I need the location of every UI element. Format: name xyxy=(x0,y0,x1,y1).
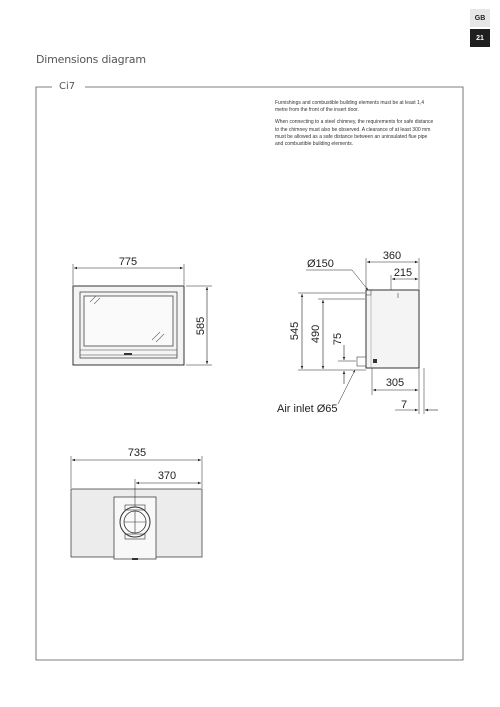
side-depth-label: 360 xyxy=(382,250,402,262)
flue-offset-label: 215 xyxy=(393,267,413,279)
air-inlet-height-label: 75 xyxy=(332,332,344,346)
top-width-label: 735 xyxy=(127,447,147,459)
safety-notes xyxy=(275,100,435,153)
note-paragraph: When connecting to a steel chimney, the requirements for safe distance to the chimney must also be observed. A clearance of at least 300 mm must be allowed as a safe distance between an uninsulated flue pipe and combustible building elements. xyxy=(275,119,434,148)
rear-offset-label: 7 xyxy=(400,399,408,411)
frame-border xyxy=(36,87,463,660)
top-center-label: 370 xyxy=(157,470,177,482)
note-paragraph: Furnishings and combustible building elements must be at least 1,4 metre from the front of the insert door. xyxy=(275,100,424,114)
page-title: Dimensions diagram xyxy=(36,53,146,66)
flue-height-label: 490 xyxy=(310,324,322,344)
side-height-label: 545 xyxy=(289,321,301,341)
page-number: 21 xyxy=(470,29,490,47)
top-view xyxy=(71,456,202,560)
air-inlet-label: Air inlet Ø65 xyxy=(277,403,338,415)
front-height-label: 585 xyxy=(195,316,207,336)
flue-diameter-label: Ø150 xyxy=(307,258,334,270)
front-width-label: 775 xyxy=(118,256,138,268)
language-badge: GB xyxy=(470,9,490,27)
model-label: Ci7 xyxy=(55,81,79,92)
air-inlet-depth-label: 305 xyxy=(385,377,405,389)
front-view xyxy=(73,264,212,365)
